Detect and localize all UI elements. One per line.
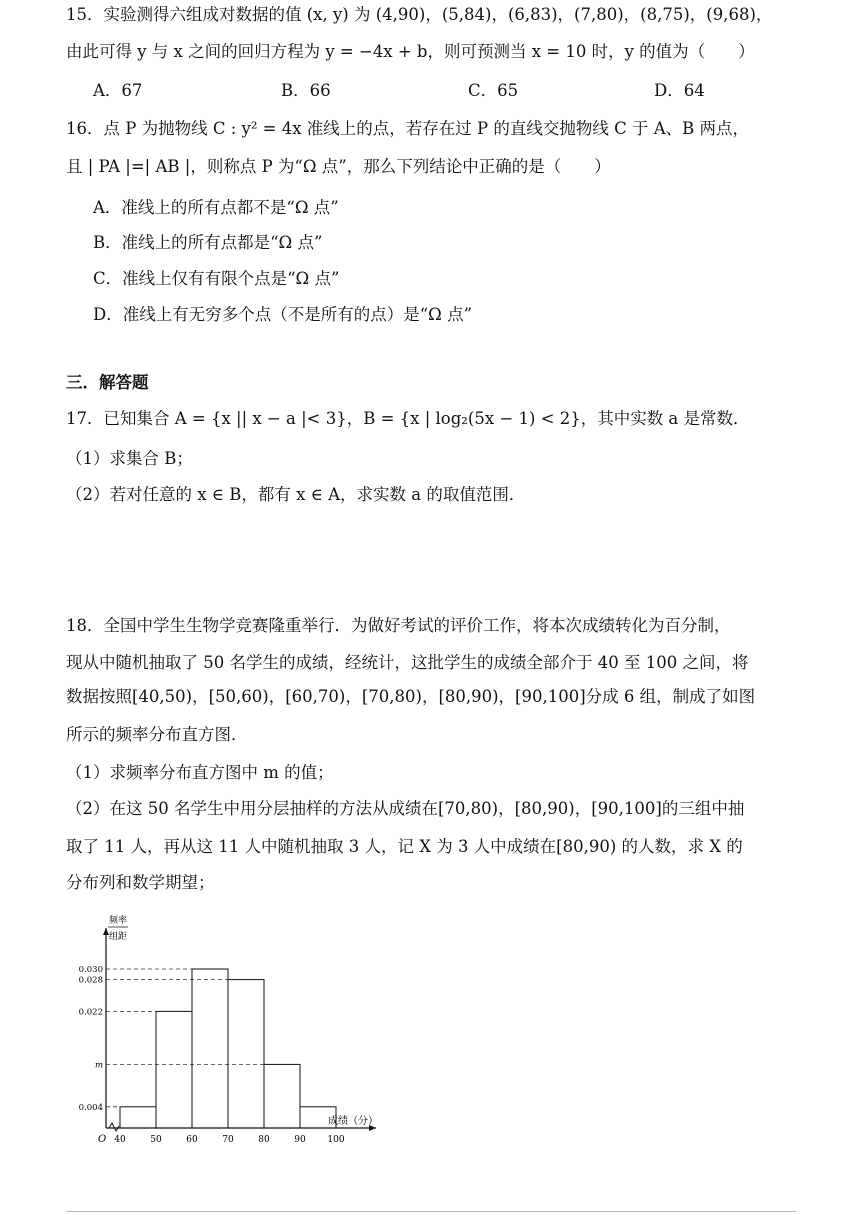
x-axis-label: 成绩（分） (328, 1116, 378, 1127)
q16-option-b: B．准线上的所有点都是“Ω 点” (93, 233, 323, 252)
histogram-bar (120, 1107, 156, 1128)
x-tick-label: 60 (186, 1135, 198, 1145)
q18-part2-line1: （2）在这 50 名学生中用分层抽样的方法从成绩在[70,80)，[80,90)，[90,100]的三组中抽 (66, 799, 745, 818)
y-tick-label: 0.028 (78, 975, 103, 986)
y-tick-label: m (94, 1060, 103, 1071)
q16-option-a: A．准线上的所有点都不是“Ω 点” (93, 198, 339, 217)
q16-option-d: D．准线上有无穷多个点（不是所有的点）是“Ω 点” (93, 305, 473, 324)
axis-break-mark (109, 1123, 119, 1131)
q18-line1: 18．全国中学生生物学竞赛隆重举行．为做好考试的评价工作，将本次成绩转化为百分制， (66, 616, 731, 635)
q18-part2-line3: 分布列和数学期望； (66, 873, 215, 892)
x-tick-label: 70 (222, 1135, 234, 1145)
y-tick-label: 0.022 (78, 1007, 103, 1018)
histogram-bar (228, 980, 264, 1128)
q16-line1: 16．点 P 为抛物线 C : y² = 4x 准线上的点，若存在过 P 的直线交抛物线 C 于 A、B 两点， (66, 119, 750, 138)
q18-part1: （1）求频率分布直方图中 m 的值； (66, 763, 334, 782)
q17-line1: 17．已知集合 A = {x || x − a |< 3}，B = {x | log₂(5x − 1) < 2}，其中实数 a 是常数． (66, 409, 750, 428)
y-tick-label: 0.004 (78, 1102, 103, 1113)
x-tick-label: 40 (114, 1135, 126, 1145)
q18-line3: 数据按照[40,50)，[50,60)，[60,70)，[70,80)，[80,90)，[90,100]分成 6 组，制成了如图 (66, 687, 756, 706)
x-tick-label: 80 (258, 1135, 270, 1145)
origin-label: O (98, 1134, 107, 1145)
section-heading: 三．解答题 (66, 373, 149, 392)
q18-line2: 现从中随机抽取了 50 名学生的成绩，经统计，这批学生的成绩全部介于 40 至 100 之间，将 (66, 653, 749, 672)
q17-part1: （1）求集合 B； (66, 449, 193, 468)
q16-option-c: C．准线上仅有有限个点是“Ω 点” (93, 269, 340, 288)
histogram-bar (156, 1011, 192, 1128)
q15-option-d: D．64 (654, 81, 705, 100)
q15-option-b: B．66 (281, 81, 331, 100)
q18-part2-line2: 取了 11 人，再从这 11 人中随机抽取 3 人，记 X 为 3 人中成绩在[80,90) 的人数，求 X 的 (66, 837, 743, 856)
x-tick-label: 90 (294, 1135, 306, 1145)
histogram-bar (264, 1064, 300, 1128)
q15-line1: 15．实验测得六组成对数据的值 (x, y) 为 (4,90)，(5,84)，(6,83)，(7,80)，(8,75)，(9,68)， (66, 5, 773, 24)
page-bottom-rule (66, 1211, 796, 1212)
y-tick-label: 0.030 (78, 965, 103, 975)
frequency-histogram (70, 910, 410, 1150)
y-axis-label-bottom: 组距 (108, 932, 128, 942)
x-tick-label: 100 (327, 1135, 345, 1145)
y-axis-label-top: 频率 (108, 916, 128, 926)
q16-line2: 且 | PA |=| AB |，则称点 P 为“Ω 点”，那么下列结论中正确的是（ ） (66, 157, 611, 176)
q17-part2: （2）若对任意的 x ∈ B，都有 x ∈ A，求实数 a 的取值范围． (66, 485, 526, 504)
x-tick-label: 50 (150, 1135, 162, 1145)
q18-line4: 所示的频率分布直方图． (66, 725, 248, 744)
q15-option-c: C．65 (468, 81, 519, 100)
q15-line2: 由此可得 y 与 x 之间的回归方程为 y = −4x + b，则可预测当 x = 10 时，y 的值为（ ） (66, 42, 755, 61)
q15-option-a: A．67 (93, 81, 143, 100)
histogram-bar (192, 969, 228, 1128)
